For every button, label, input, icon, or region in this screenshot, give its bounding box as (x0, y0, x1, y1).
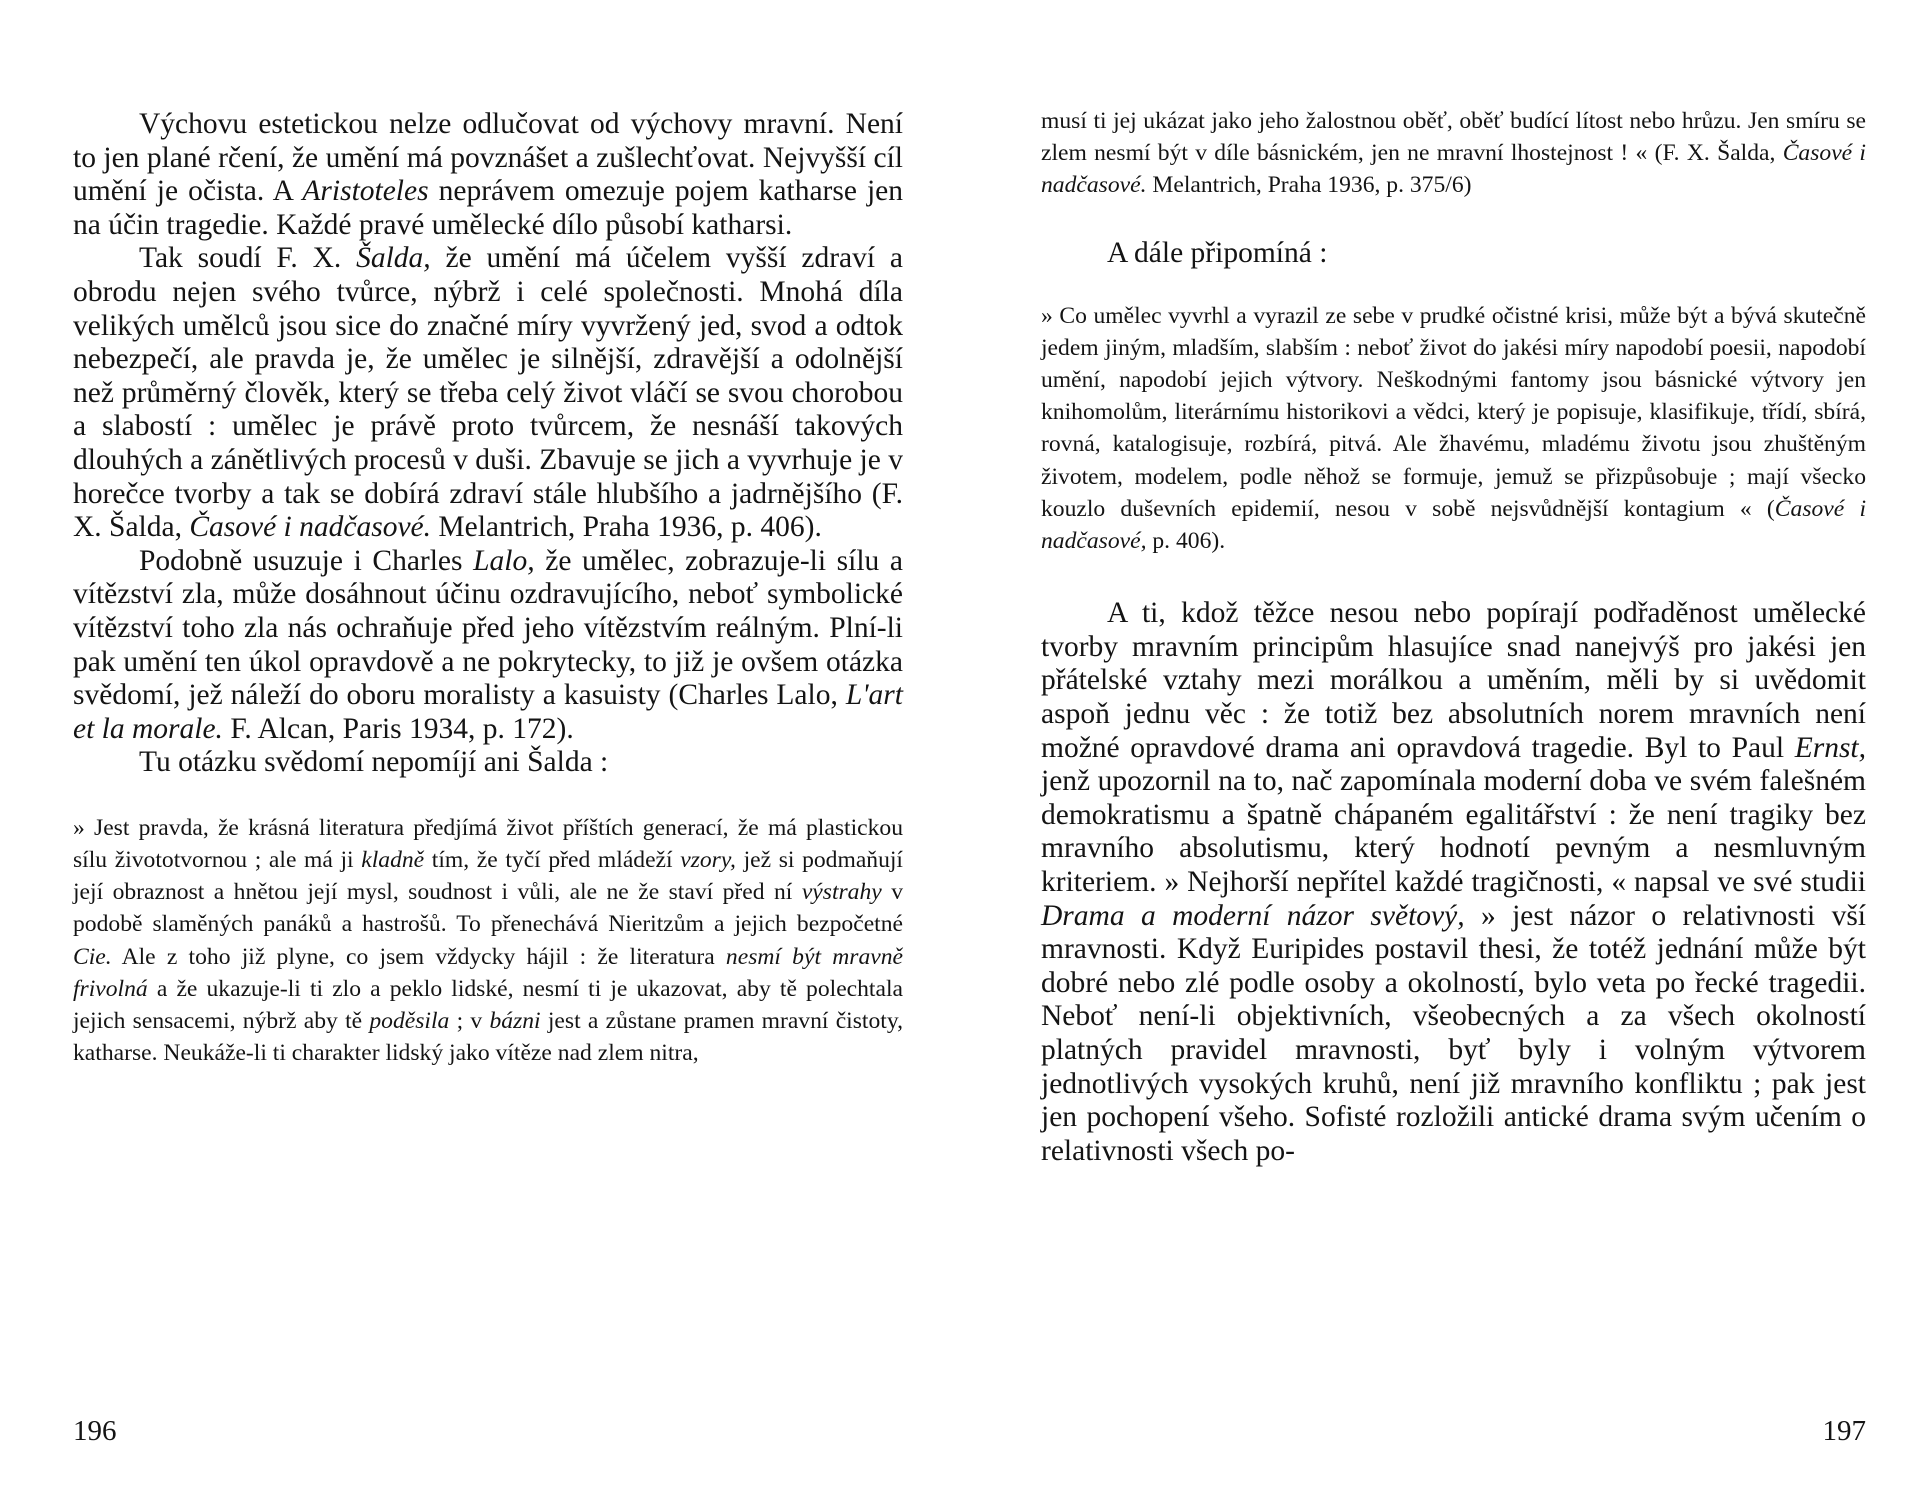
paragraph: Výchovu estetickou nelze odlučovat od výchovy mravní. Není to jen plané rčení, že umění má povznášet a zušlechťovat. Nejvyšší cíl umění je očista. A Aristoteles neprávem omezuje pojem katharse jen na účin tragedie. Každé pravé umělecké dílo působí katharsi. (73, 108, 904, 241)
right-page (959, 0, 1918, 1500)
paragraph: Podobně usuzuje i Charles Lalo, že umělec, zobrazuje-li sílu a vítězství zla, může dosáhnout účinu ozdravujícího, neboť symbolické vítězství toho zla nás ochraňuje před jeho vítězstvím reálným. Plní-li pak umění ten úkol opravdově a ne pokrytecky, to již je ovšem otázka svědomí, jež náleží do oboru moralisty a kasuisty (Charles Lalo, L'art et la morale. F. Alcan, Paris 1934, p. 172). (73, 544, 903, 745)
block-quote: » Co umělec vyvrhl a vyrazil ze sebe v prudké očistné krisi, může být a bývá skutečně jedem jiným, mladším, slabším : neboť život do jakési míry napodobí poesii, napodobí umění, napodobí jejich výtvory. Neškodnými fantomy jsou básnické výtvory jen knihomolům, literárnímu historikovi a vědci, který je popisuje, klasifikuje, třídí, sbírá, rovná, katalogisuje, rozbírá, pitvá. Ale žhavému, mladému životu jsou zhuštěným životem, modelem, podle něhož se formuje, jemuž se přizpůsobuje ; mají všecko kouzlo duševních epidemií, nesou v sobě nejsvůdnější kontagium « (Časové i nadčasové, p. 406). (1041, 302, 1866, 555)
paragraph: A ti, kdož těžce nesou nebo popírají podřaděnost umělecké tvorby mravním principům hlasujíce snad nanejvýš pro jakési jen přátelské vztahy mezi morálkou a uměním, měli by si uvědomit aspoň jednu věc : že totiž bez absolutních norem mravních není možné opravdové drama ani opravdová tragedie. Byl to Paul Ernst, jenž upozornil na to, nač zapomínala moderní doba ve svém falešném demokratismu a špatně chápaném egalitářství : že není tragiky bez mravního absolutismu, který hodnotí pevným a nesmluvným kriteriem. » Nejhorší nepřítel každé tragičnosti, « napsal ve své studii Drama a moderní názor světový, » jest názor o relativnosti vší mravnosti. Když Euripides postavil thesi, že totéž jednání může být dobré nebo zlé podle osoby a okolností, bylo veta po řecké tragedii. Neboť není-li objektivních, všeobecných a za všech okolností platných pravidel mravnosti, byť byly i volným výtvorem jednotlivých vysokých kruhů, není již mravního konfliktu ; pak jest jen pochopení všeho. Sofisté rozložili antické drama svým učením o relativnosti všech po- (1041, 597, 1866, 1167)
block-quote: » Jest pravda, že krásná literatura předjímá život příštích generací, že má plastickou sílu živototvornou ; ale má ji kladně tím, že tyčí před mládeží vzory, jež si podmaňují její obraznost a hnětou její mysl, soudnost i vůli, ale ne že staví před ní výstrahy v podobě slaměných panáků a hastrošů. To přenechává Nieritzům a jejich bezpočetné Cie. Ale z toho již plyne, co jsem vždycky hájil : že literatura nesmí být mravně frivolná a že ukazuje-li ti zlo a peklo lidské, nesmí ti je ukazovat, aby tě polechtala jejich sensacemi, nýbrž aby tě poděsila ; v bázni jest a zůstane pramen mravní čistoty, katharse. Neukáže-li ti charakter lidský jako vítěze nad zlem nitra, (73, 814, 903, 1067)
lead-in-line: A dále připomíná : (1107, 236, 1328, 269)
quote-continuation: musí ti jej ukázat jako jeho žalostnou oběť, oběť budící lítost nebo hrůzu. Jen smíru se zlem nesmí být v díle básnickém, jen ne mravní lhostejnost ! « (F. X. Šalda, Časové i nadčasové. Melantrich, Praha 1936, p. 375/6) (1041, 108, 1866, 199)
left-text-column (73, 108, 903, 1070)
page-number: 196 (73, 1415, 117, 1447)
paragraph: Tu otázku svědomí nepomíjí ani Šalda : (139, 746, 609, 779)
right-text-column (1041, 105, 1866, 1168)
page-number: 197 (1822, 1415, 1866, 1447)
paragraph: Tak soudí F. X. Šalda, že umění má účelem vyšší zdraví a obrodu nejen svého tvůrce, nýbrž i celé společnosti. Mnohá díla velikých umělců jsou sice do značné míry vyvržený jed, svod a odtok nebezpečí, ale pravda je, že umělec je silnější, zdravější a odolnější než průměrný člověk, který se třeba celý život vláčí se svou chorobou a slabostí : umělec je právě proto tvůrcem, že nesnáší takových dlouhých a zánětlivých procesů v duši. Zbavuje se jich a vyvrhuje je v horečce tvorby a tak se dobírá zdraví stále hlubšího a jadrnějšího (F. X. Šalda, Časové i nadčasové. Melantrich, Praha 1936, p. 406). (73, 242, 904, 544)
